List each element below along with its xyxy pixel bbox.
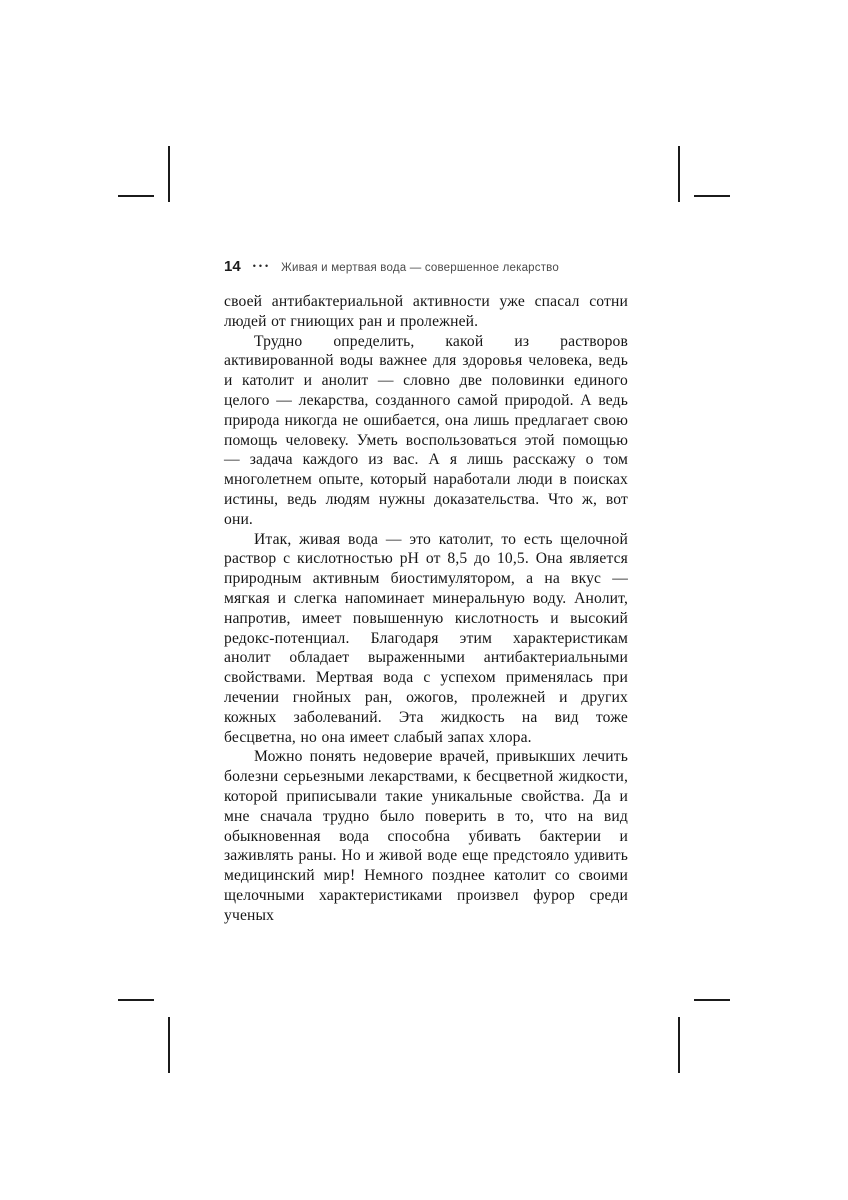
crop-mark-top-right-horizontal bbox=[694, 195, 730, 197]
crop-mark-top-left-horizontal bbox=[118, 195, 154, 197]
crop-mark-top-left-vertical bbox=[168, 146, 170, 202]
crop-mark-bottom-right-horizontal bbox=[694, 999, 730, 1001]
page-number: 14 bbox=[224, 258, 241, 275]
text-block bbox=[224, 258, 628, 926]
crop-mark-top-right-vertical bbox=[678, 146, 680, 202]
paragraph: Можно понять недоверие врачей, привыкших лечить болезни серьезными лекарствами, к бесцветной жидкости, которой приписывали такие уникальные свойства. Да и мне сначала трудно было поверить в то, что на вид обыкновенная вода способна убивать бактерии и заживлять раны. Но и живой воде еще предстояло удивить медицинский мир! Немного позднее католит со своими щелочными характеристиками произвел фурор среди ученых bbox=[224, 748, 628, 924]
running-head-title: Живая и мертвая вода — совершенное лекарство bbox=[281, 262, 559, 274]
paragraph-continuation: своей антибактериальной активности уже спасал сотни людей от гниющих ран и пролежней. bbox=[224, 293, 628, 330]
crop-mark-bottom-left-horizontal bbox=[118, 999, 154, 1001]
crop-mark-bottom-right-vertical bbox=[678, 1017, 680, 1073]
body-text bbox=[224, 292, 628, 926]
running-head bbox=[224, 258, 628, 275]
paragraph: Трудно определить, какой из растворов активированной воды важнее для здоровья человека, ведь и католит и анолит — словно две половинки единого целого — лекарства, созданного самой природой. А ведь природа никогда не ошибается, она лишь предлагает свою помощь человеку. Уметь воспользоваться этой помощью — задача каждого из вас. А я лишь расскажу о том многолетнем опыте, который наработали люди в поисках истины, ведь людям нужны доказательства. Что ж, вот они. bbox=[224, 332, 628, 528]
header-ornament-dots: ••• bbox=[252, 261, 272, 271]
paragraph: Итак, живая вода — это католит, то есть щелочной раствор с кислотностью pH от 8,5 до 10,5. Она является природным активным биостимулятором, а на вкус — мягкая и слегка напоминает минеральную воду. Анолит, напротив, имеет повышенную кислотность и высокий редокс-потенциал. Благодаря этим характеристикам анолит обладает выраженными антибактериальными свойствами. Мертвая вода с успехом применялась при лечении гнойных ран, ожогов, пролежней и других кожных заболеваний. Эта жидкость на вид тоже бесцветна, но она имеет слабый запах хлора. bbox=[224, 530, 628, 746]
crop-mark-bottom-left-vertical bbox=[168, 1017, 170, 1073]
